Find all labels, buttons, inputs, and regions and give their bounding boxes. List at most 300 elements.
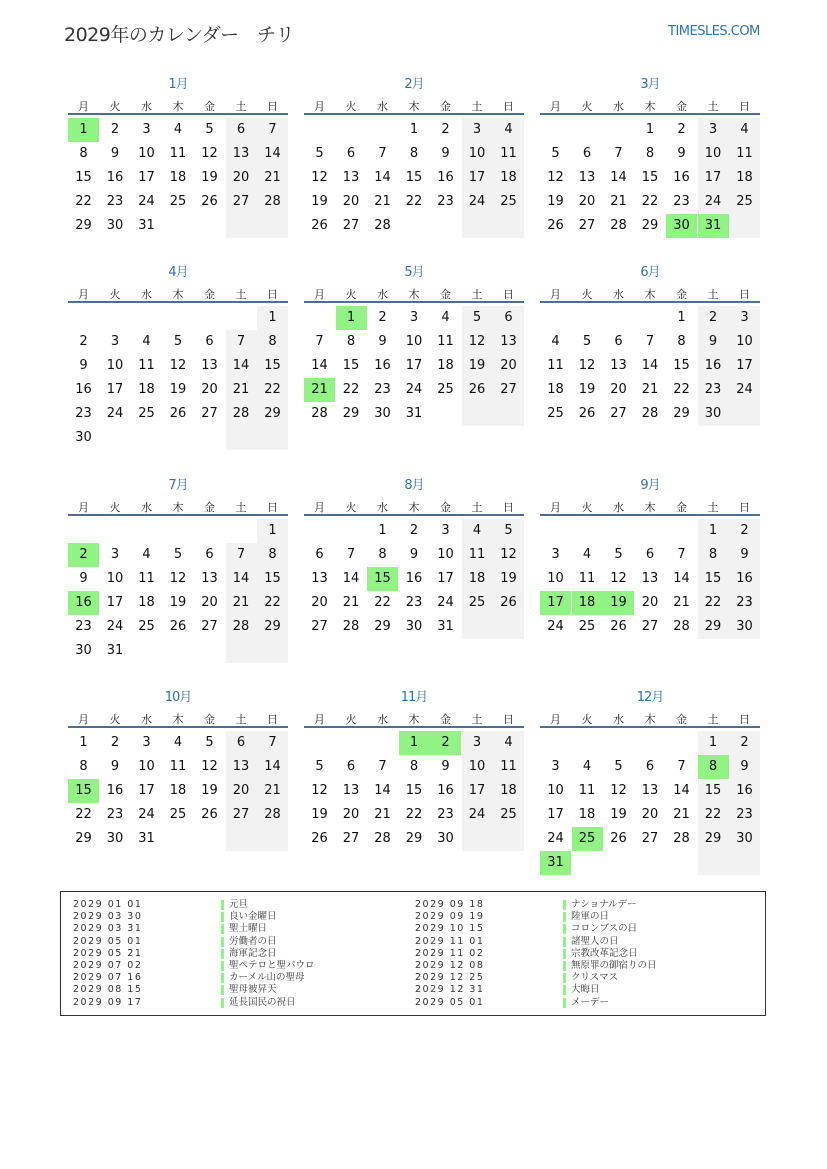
legend-color-bar [563, 924, 566, 934]
day-cell: 7 [346, 547, 356, 562]
day-cell: 25 [138, 406, 155, 421]
day-cell: 27 [201, 619, 218, 634]
day-cell: 30 [106, 218, 124, 233]
weekday-label: 金 [440, 501, 451, 514]
day-cell: 5 [205, 122, 214, 137]
legend-date: 2029 09 19 [415, 911, 485, 923]
day-cell: 4 [493, 118, 524, 142]
day-cell: 17 [547, 807, 564, 822]
holiday-day-cell: 21 [304, 378, 335, 402]
day-cell: 21 [374, 807, 391, 822]
day-cell: 13 [610, 358, 627, 373]
weekday-label: 土 [471, 713, 483, 726]
day-cell: 19 [578, 382, 596, 397]
day-cell: 7 [378, 759, 387, 774]
day-cell: 5 [493, 519, 524, 543]
day-cell: 24 [462, 803, 493, 827]
holiday-day-cell: 1 [68, 118, 99, 142]
day-cell: 26 [311, 218, 328, 233]
day-cell: 13 [641, 783, 659, 798]
day-cell: 12 [201, 146, 218, 161]
weekend-shade [462, 827, 493, 851]
day-cell: 8 [79, 146, 88, 161]
day-cell: 22 [75, 807, 92, 822]
day-cell: 2 [79, 334, 88, 349]
day-cell: 26 [169, 406, 187, 421]
weekend-shade [493, 402, 524, 426]
legend-date: 2029 05 01 [415, 996, 485, 1008]
day-cell: 15 [257, 354, 288, 378]
day-cell: 10 [462, 755, 493, 779]
day-cell: 24 [138, 194, 155, 209]
day-cell: 20 [342, 194, 360, 209]
day-cell: 12 [169, 571, 187, 586]
day-cell: 5 [315, 759, 324, 774]
day-cell: 6 [582, 146, 592, 161]
day-cell: 18 [729, 166, 760, 190]
day-cell: 30 [729, 615, 760, 639]
holiday-day-cell: 16 [68, 591, 99, 615]
day-cell: 5 [614, 547, 623, 562]
month-name: 4月 [168, 265, 188, 280]
weekday-label: 木 [172, 288, 184, 301]
day-cell: 31 [106, 643, 124, 658]
day-cell: 16 [729, 779, 760, 803]
day-cell: 9 [677, 146, 686, 161]
legend-date: 2029 05 21 [73, 947, 143, 959]
day-cell: 14 [226, 567, 257, 591]
day-cell: 8 [409, 146, 419, 161]
day-cell: 19 [311, 807, 328, 822]
day-cell: 3 [729, 306, 760, 330]
day-cell: 14 [641, 358, 659, 373]
day-cell: 12 [169, 358, 187, 373]
day-cell: 1 [257, 306, 288, 330]
legend-color-bar [563, 900, 566, 910]
day-cell: 22 [698, 591, 729, 615]
legend-date: 2029 09 17 [73, 996, 143, 1008]
day-cell: 12 [311, 170, 328, 185]
day-cell: 9 [110, 759, 120, 774]
day-cell: 5 [582, 334, 592, 349]
day-cell: 4 [582, 759, 592, 774]
day-cell: 24 [138, 807, 155, 822]
weekend-shade [729, 851, 760, 875]
legend-holiday-name: 聖母被昇天 [229, 984, 277, 996]
weekday-label: 火 [345, 713, 357, 726]
day-cell: 15 [257, 567, 288, 591]
legend-holiday-name: 諸聖人の日 [571, 935, 619, 947]
weekday-label: 金 [204, 288, 215, 301]
weekend-shade [493, 615, 524, 639]
weekday-label: 土 [235, 713, 247, 726]
weekday-label: 土 [707, 100, 719, 113]
legend-date: 2029 03 31 [73, 923, 143, 935]
weekday-label: 火 [581, 501, 593, 514]
day-cell: 29 [374, 619, 391, 634]
weekday-label: 金 [440, 100, 451, 113]
day-cell: 30 [106, 831, 124, 846]
weekday-label: 水 [613, 501, 624, 514]
weekday-label: 月 [314, 288, 325, 301]
day-cell: 5 [173, 547, 183, 562]
day-cell: 25 [437, 382, 454, 397]
day-cell: 10 [106, 358, 124, 373]
weekend-shade [257, 214, 288, 238]
month-name: 11月 [400, 690, 428, 705]
day-cell: 24 [106, 619, 124, 634]
day-cell: 18 [578, 807, 596, 822]
day-cell: 7 [257, 118, 288, 142]
day-cell: 25 [138, 619, 155, 634]
holiday-day-cell: 1 [399, 731, 430, 755]
month-name: 5月 [404, 265, 424, 280]
day-cell: 24 [698, 190, 729, 214]
month-rule [68, 514, 288, 516]
weekend-shade [462, 402, 493, 426]
day-cell: 3 [441, 523, 450, 538]
weekday-label: 水 [377, 100, 388, 113]
weekday-label: 月 [550, 288, 561, 301]
day-cell: 30 [405, 619, 423, 634]
day-cell: 28 [374, 831, 391, 846]
weekday-label: 日 [267, 288, 278, 301]
day-cell: 15 [698, 779, 729, 803]
day-cell: 3 [142, 735, 151, 750]
weekday-label: 日 [267, 100, 278, 113]
day-cell: 5 [551, 146, 560, 161]
day-cell: 20 [226, 779, 257, 803]
month-name: 6月 [640, 265, 660, 280]
weekday-label: 土 [471, 288, 483, 301]
month-rule [540, 514, 760, 516]
legend-holiday-name: 良い金曜日 [229, 911, 277, 923]
day-cell: 23 [75, 406, 92, 421]
day-cell: 28 [641, 406, 659, 421]
day-cell: 20 [610, 382, 627, 397]
weekday-label: 金 [676, 501, 687, 514]
weekday-label: 日 [739, 100, 750, 113]
day-cell: 6 [614, 334, 623, 349]
day-cell: 4 [142, 334, 151, 349]
day-cell: 16 [75, 382, 92, 397]
day-cell: 4 [441, 310, 450, 325]
day-cell: 8 [378, 547, 387, 562]
weekday-label: 土 [707, 501, 719, 514]
weekday-label: 水 [141, 501, 152, 514]
day-cell: 12 [311, 783, 328, 798]
weekday-label: 木 [172, 501, 184, 514]
day-cell: 1 [698, 731, 729, 755]
month-name: 3月 [640, 77, 660, 92]
day-cell: 25 [729, 190, 760, 214]
day-cell: 18 [138, 382, 155, 397]
day-cell: 1 [257, 519, 288, 543]
day-cell: 14 [311, 358, 328, 373]
weekday-label: 日 [739, 501, 750, 514]
weekday-label: 水 [141, 713, 152, 726]
day-cell: 28 [226, 402, 257, 426]
day-cell: 20 [578, 194, 596, 209]
weekend-shade [493, 827, 524, 851]
legend-color-bar [221, 973, 224, 983]
day-cell: 22 [641, 194, 659, 209]
legend-holiday-name: 聖土曜日 [229, 923, 268, 935]
day-cell: 21 [673, 807, 690, 822]
day-cell: 2 [110, 122, 120, 137]
month-rule [540, 301, 760, 303]
day-cell: 10 [437, 547, 454, 562]
weekday-label: 火 [109, 713, 121, 726]
day-cell: 26 [169, 619, 187, 634]
legend-color-bar [563, 973, 566, 983]
day-cell: 20 [201, 382, 218, 397]
day-cell: 23 [698, 378, 729, 402]
day-cell: 15 [698, 567, 729, 591]
legend-holiday-name: 陸軍の日 [571, 911, 610, 923]
day-cell: 23 [437, 194, 454, 209]
page-title: 2029年のカレンダー チリ [64, 24, 295, 46]
holiday-day-cell: 31 [698, 214, 729, 238]
day-cell: 14 [257, 142, 288, 166]
weekday-label: 火 [109, 288, 121, 301]
day-cell: 17 [138, 783, 155, 798]
weekday-label: 金 [204, 100, 215, 113]
day-cell: 27 [342, 831, 360, 846]
weekday-label: 水 [613, 288, 624, 301]
weekday-label: 日 [503, 100, 514, 113]
holiday-day-cell: 25 [572, 827, 603, 851]
day-cell: 30 [729, 827, 760, 851]
legend-color-bar [563, 912, 566, 922]
day-cell: 19 [610, 807, 627, 822]
day-cell: 17 [106, 595, 124, 610]
day-cell: 26 [462, 378, 493, 402]
day-cell: 19 [462, 354, 493, 378]
legend-holiday-name: メーデー [571, 996, 610, 1008]
weekend-shade [729, 402, 760, 426]
weekday-label: 土 [235, 288, 247, 301]
day-cell: 20 [201, 595, 218, 610]
day-cell: 8 [257, 543, 288, 567]
legend-color-bar [563, 961, 566, 971]
legend-date: 2029 12 25 [415, 972, 485, 984]
weekday-label: 土 [235, 501, 247, 514]
weekday-label: 金 [440, 288, 451, 301]
month-rule [540, 726, 760, 728]
day-cell: 7 [226, 330, 257, 354]
day-cell: 3 [110, 334, 120, 349]
day-cell: 4 [462, 519, 493, 543]
day-cell: 17 [106, 382, 124, 397]
day-cell: 4 [493, 731, 524, 755]
legend-holiday-name: クリスマス [571, 972, 619, 984]
day-cell: 3 [110, 547, 120, 562]
day-cell: 23 [106, 807, 124, 822]
day-cell: 25 [169, 194, 187, 209]
day-cell: 4 [142, 547, 151, 562]
day-cell: 25 [493, 803, 524, 827]
day-cell: 23 [673, 194, 690, 209]
day-cell: 12 [547, 170, 564, 185]
day-cell: 17 [729, 354, 760, 378]
day-cell: 18 [138, 595, 155, 610]
day-cell: 27 [226, 190, 257, 214]
day-cell: 26 [201, 194, 218, 209]
holiday-day-cell: 30 [666, 214, 697, 238]
day-cell: 19 [169, 595, 187, 610]
day-cell: 8 [409, 759, 419, 774]
day-cell: 6 [346, 146, 356, 161]
legend-date: 2029 10 15 [415, 923, 485, 935]
day-cell: 7 [257, 731, 288, 755]
day-cell: 2 [441, 122, 450, 137]
weekday-label: 火 [581, 713, 593, 726]
day-cell: 28 [673, 619, 690, 634]
day-cell: 25 [578, 619, 596, 634]
day-cell: 21 [226, 591, 257, 615]
weekday-label: 火 [109, 100, 121, 113]
day-cell: 29 [75, 831, 92, 846]
day-cell: 4 [582, 547, 592, 562]
day-cell: 8 [346, 334, 356, 349]
day-cell: 12 [201, 759, 218, 774]
holiday-day-cell: 31 [540, 851, 571, 875]
day-cell: 15 [405, 783, 423, 798]
site-logo[interactable]: TIMESLES.COM [668, 24, 760, 39]
weekday-label: 木 [408, 501, 420, 514]
day-cell: 7 [226, 543, 257, 567]
day-cell: 9 [409, 547, 419, 562]
day-cell: 23 [729, 591, 760, 615]
day-cell: 29 [698, 615, 729, 639]
weekday-label: 月 [550, 100, 561, 113]
day-cell: 11 [578, 571, 596, 586]
day-cell: 17 [437, 571, 454, 586]
day-cell: 23 [729, 803, 760, 827]
weekend-shade [226, 214, 257, 238]
weekday-label: 土 [471, 100, 483, 113]
month-rule [304, 113, 524, 115]
day-cell: 21 [610, 194, 627, 209]
day-cell: 12 [610, 571, 627, 586]
legend-color-bar [221, 961, 224, 971]
weekday-label: 木 [408, 100, 420, 113]
day-cell: 30 [75, 430, 92, 445]
weekend-shade [462, 615, 493, 639]
day-cell: 11 [169, 146, 187, 161]
day-cell: 19 [169, 382, 187, 397]
day-cell: 6 [205, 547, 214, 562]
day-cell: 11 [462, 543, 493, 567]
day-cell: 6 [645, 547, 655, 562]
weekend-shade [257, 639, 288, 663]
holiday-day-cell: 17 [540, 591, 571, 615]
legend-color-bar [563, 937, 566, 947]
weekday-label: 水 [141, 288, 152, 301]
day-cell: 10 [547, 571, 564, 586]
day-cell: 22 [257, 591, 288, 615]
month-rule [540, 113, 760, 115]
day-cell: 28 [311, 406, 328, 421]
month-name: 7月 [168, 478, 188, 493]
day-cell: 2 [378, 310, 387, 325]
holiday-legend [60, 891, 766, 1016]
holiday-day-cell: 1 [336, 306, 367, 330]
day-cell: 9 [698, 330, 729, 354]
day-cell: 20 [641, 807, 659, 822]
day-cell: 29 [342, 406, 360, 421]
day-cell: 19 [493, 567, 524, 591]
weekday-label: 木 [408, 713, 420, 726]
day-cell: 27 [578, 218, 596, 233]
weekday-label: 土 [471, 501, 483, 514]
day-cell: 27 [610, 406, 627, 421]
day-cell: 2 [409, 523, 419, 538]
day-cell: 13 [641, 571, 659, 586]
day-cell: 7 [677, 547, 686, 562]
weekday-label: 月 [550, 501, 561, 514]
day-cell: 29 [75, 218, 92, 233]
holiday-day-cell: 18 [572, 591, 603, 615]
month-name: 9月 [640, 478, 660, 493]
day-cell: 22 [405, 194, 423, 209]
legend-date: 2029 08 15 [73, 984, 143, 996]
month-name: 10月 [164, 690, 192, 705]
day-cell: 23 [75, 619, 92, 634]
day-cell: 9 [441, 759, 450, 774]
day-cell: 10 [106, 571, 124, 586]
day-cell: 26 [311, 831, 328, 846]
weekend-shade [493, 214, 524, 238]
day-cell: 24 [437, 595, 454, 610]
weekday-label: 金 [676, 288, 687, 301]
day-cell: 7 [315, 334, 324, 349]
day-cell: 30 [374, 406, 391, 421]
legend-holiday-name: コロンブスの日 [571, 923, 638, 935]
legend-holiday-name: ナショナルデー [571, 899, 637, 910]
day-cell: 23 [106, 194, 124, 209]
day-cell: 31 [138, 218, 155, 233]
legend-color-bar [221, 949, 224, 959]
day-cell: 16 [106, 783, 124, 798]
day-cell: 11 [437, 334, 454, 349]
day-cell: 4 [173, 122, 183, 137]
weekday-label: 月 [78, 713, 89, 726]
day-cell: 21 [342, 595, 360, 610]
day-cell: 29 [673, 406, 690, 421]
legend-holiday-name: 宗教改革記念日 [571, 947, 638, 959]
legend-date: 2029 05 01 [73, 935, 143, 947]
day-cell: 11 [169, 759, 187, 774]
day-cell: 8 [257, 330, 288, 354]
day-cell: 6 [226, 731, 257, 755]
day-cell: 5 [315, 146, 324, 161]
day-cell: 12 [578, 358, 596, 373]
weekday-label: 木 [644, 501, 656, 514]
day-cell: 20 [311, 595, 328, 610]
day-cell: 18 [169, 170, 187, 185]
day-cell: 24 [547, 831, 564, 846]
day-cell: 23 [405, 595, 423, 610]
day-cell: 20 [641, 595, 659, 610]
day-cell: 28 [257, 190, 288, 214]
day-cell: 27 [201, 406, 218, 421]
day-cell: 6 [346, 759, 356, 774]
day-cell: 3 [142, 122, 151, 137]
day-cell: 21 [641, 382, 659, 397]
weekday-label: 月 [550, 713, 561, 726]
